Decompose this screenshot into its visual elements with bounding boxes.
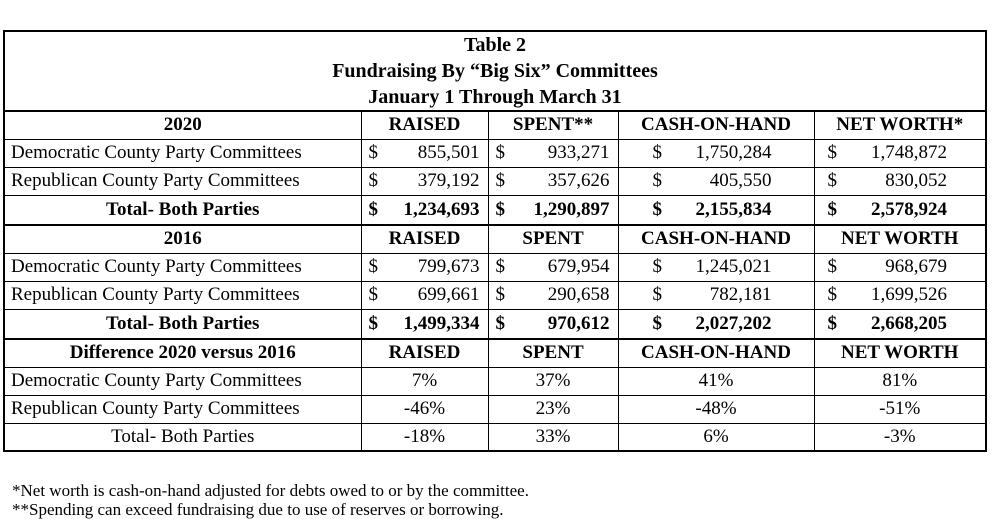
column-header: CASH-ON-HAND	[618, 111, 814, 139]
column-header: NET WORTH	[814, 339, 986, 367]
table-cell	[361, 167, 488, 195]
amount-value: 1,245,021	[695, 256, 772, 277]
amount-value: 799,673	[417, 256, 480, 277]
percent-cell: 7%	[361, 367, 488, 395]
currency-sign: $	[827, 170, 837, 191]
table-row	[4, 281, 986, 309]
footnote-spending: **Spending can exceed fundraising due to use of reserves or borrowing.	[12, 500, 504, 519]
table-cell	[361, 281, 488, 309]
amount-value: 379,192	[417, 170, 480, 191]
currency-sign: $	[827, 142, 837, 163]
amount-value: 699,661	[417, 284, 480, 305]
percent-cell: 33%	[488, 423, 618, 451]
table-cell	[814, 195, 986, 225]
amount	[815, 282, 986, 309]
table-cell	[814, 167, 986, 195]
amount-value: 2,578,924	[871, 198, 947, 220]
column-header: NET WORTH	[814, 225, 986, 253]
amount-value: 830,052	[885, 170, 947, 191]
percent-cell: -46%	[361, 395, 488, 423]
table-cell	[361, 139, 488, 167]
table-main-title: Fundraising By “Big Six” Committees	[332, 60, 658, 82]
amount-value: 405,550	[709, 170, 772, 191]
table-cell	[361, 309, 488, 339]
section-label: 2020	[4, 111, 361, 139]
table-cell	[618, 309, 814, 339]
amount-value: 290,658	[547, 284, 610, 305]
percent-cell: 37%	[488, 367, 618, 395]
amount-value: 2,155,834	[695, 198, 772, 220]
amount	[489, 310, 618, 339]
table-cell	[488, 195, 618, 225]
currency-sign: $	[827, 312, 837, 334]
percent-cell: -48%	[618, 395, 814, 423]
amount-value: 968,679	[885, 256, 947, 277]
amount-value: 1,750,284	[695, 142, 772, 163]
amount	[362, 168, 488, 195]
table-title-cell	[4, 31, 986, 111]
percent-cell: -3%	[814, 423, 986, 451]
amount	[619, 282, 814, 309]
amount	[619, 140, 814, 167]
table-cell	[814, 281, 986, 309]
amount	[815, 168, 986, 195]
currency-sign: $	[652, 256, 662, 277]
table-cell	[488, 139, 618, 167]
amount-value: 679,954	[547, 256, 610, 277]
footnotes	[12, 481, 529, 519]
column-header: RAISED	[361, 111, 488, 139]
amount-value: 2,027,202	[695, 312, 772, 334]
currency-sign: $	[368, 284, 378, 305]
column-header: RAISED	[361, 225, 488, 253]
table-row	[4, 253, 986, 281]
currency-sign: $	[495, 170, 505, 191]
amount	[815, 310, 986, 339]
amount-value: 1,748,872	[871, 142, 947, 163]
table-cell	[488, 253, 618, 281]
currency-sign: $	[368, 198, 378, 220]
currency-sign: $	[368, 142, 378, 163]
amount-value: 782,181	[709, 284, 772, 305]
amount	[362, 140, 488, 167]
currency-sign: $	[495, 312, 505, 334]
column-header: RAISED	[361, 339, 488, 367]
currency-sign: $	[827, 284, 837, 305]
section-header-row	[4, 339, 986, 367]
percent-cell: -18%	[361, 423, 488, 451]
amount	[362, 196, 488, 225]
amount-value: 357,626	[547, 170, 610, 191]
table-number-title: Table 2	[463, 34, 527, 56]
currency-sign: $	[652, 284, 662, 305]
currency-sign: $	[827, 256, 837, 277]
currency-sign: $	[652, 198, 662, 220]
percent-cell: 41%	[618, 367, 814, 395]
table-cell	[618, 253, 814, 281]
amount	[489, 168, 618, 195]
section-label: Difference 2020 versus 2016	[4, 339, 361, 367]
section-header-row	[4, 225, 986, 253]
section-header-row	[4, 111, 986, 139]
row-label: Total- Both Parties	[4, 309, 361, 339]
table-cell	[814, 309, 986, 339]
amount	[815, 196, 986, 225]
column-header: SPENT	[488, 225, 618, 253]
table-date-range-title: January 1 Through March 31	[368, 86, 622, 108]
row-label: Total- Both Parties	[4, 423, 361, 451]
amount	[619, 196, 814, 225]
currency-sign: $	[495, 284, 505, 305]
amount	[489, 282, 618, 309]
table-row	[4, 167, 986, 195]
table-cell	[618, 139, 814, 167]
amount-value: 1,699,526	[871, 284, 947, 305]
amount-value: 1,234,693	[403, 198, 480, 220]
amount-value: 1,290,897	[533, 198, 610, 220]
column-header: NET WORTH*	[814, 111, 986, 139]
amount	[619, 254, 814, 281]
amount	[489, 140, 618, 167]
table-cell	[814, 139, 986, 167]
amount-value: 933,271	[547, 142, 610, 163]
currency-sign: $	[495, 256, 505, 277]
table-cell	[814, 253, 986, 281]
row-label: Democratic County Party Committees	[4, 367, 361, 395]
amount-value: 970,612	[547, 312, 610, 334]
column-header: CASH-ON-HAND	[618, 225, 814, 253]
amount	[489, 196, 618, 225]
table-row	[4, 423, 986, 451]
currency-sign: $	[368, 170, 378, 191]
amount-value: 855,501	[417, 142, 480, 163]
section-label: 2016	[4, 225, 361, 253]
table-cell	[488, 309, 618, 339]
currency-sign: $	[652, 142, 662, 163]
currency-sign: $	[368, 312, 378, 334]
amount	[362, 282, 488, 309]
table-row	[4, 367, 986, 395]
table-row	[4, 195, 986, 225]
amount	[362, 254, 488, 281]
row-label: Republican County Party Committees	[4, 281, 361, 309]
table-cell	[361, 253, 488, 281]
table-body	[4, 31, 986, 451]
table-cell	[361, 195, 488, 225]
table-row	[4, 395, 986, 423]
currency-sign: $	[652, 312, 662, 334]
currency-sign: $	[827, 198, 837, 220]
table-cell	[488, 167, 618, 195]
row-label: Republican County Party Committees	[4, 395, 361, 423]
table-cell	[618, 195, 814, 225]
amount	[362, 310, 488, 339]
row-label: Republican County Party Committees	[4, 167, 361, 195]
percent-cell: -51%	[814, 395, 986, 423]
amount-value: 2,668,205	[871, 312, 947, 334]
currency-sign: $	[368, 256, 378, 277]
amount	[815, 140, 986, 167]
table-title-row	[4, 31, 986, 111]
fundraising-table	[3, 30, 987, 452]
row-label: Total- Both Parties	[4, 195, 361, 225]
currency-sign: $	[652, 170, 662, 191]
column-header: CASH-ON-HAND	[618, 339, 814, 367]
row-label: Democratic County Party Committees	[4, 253, 361, 281]
amount	[489, 254, 618, 281]
row-label: Democratic County Party Committees	[4, 139, 361, 167]
footnote-net-worth: *Net worth is cash-on-hand adjusted for debts owed to or by the committee.	[12, 481, 529, 500]
percent-cell: 23%	[488, 395, 618, 423]
table-row	[4, 139, 986, 167]
percent-cell: 81%	[814, 367, 986, 395]
table-cell	[618, 167, 814, 195]
table-row	[4, 309, 986, 339]
percent-cell: 6%	[618, 423, 814, 451]
currency-sign: $	[495, 198, 505, 220]
table-cell	[618, 281, 814, 309]
column-header: SPENT	[488, 339, 618, 367]
currency-sign: $	[495, 142, 505, 163]
amount	[815, 254, 986, 281]
column-header: SPENT**	[488, 111, 618, 139]
amount-value: 1,499,334	[403, 312, 480, 334]
table-cell	[488, 281, 618, 309]
amount	[619, 310, 814, 339]
fundraising-table-container	[3, 30, 987, 519]
amount	[619, 168, 814, 195]
